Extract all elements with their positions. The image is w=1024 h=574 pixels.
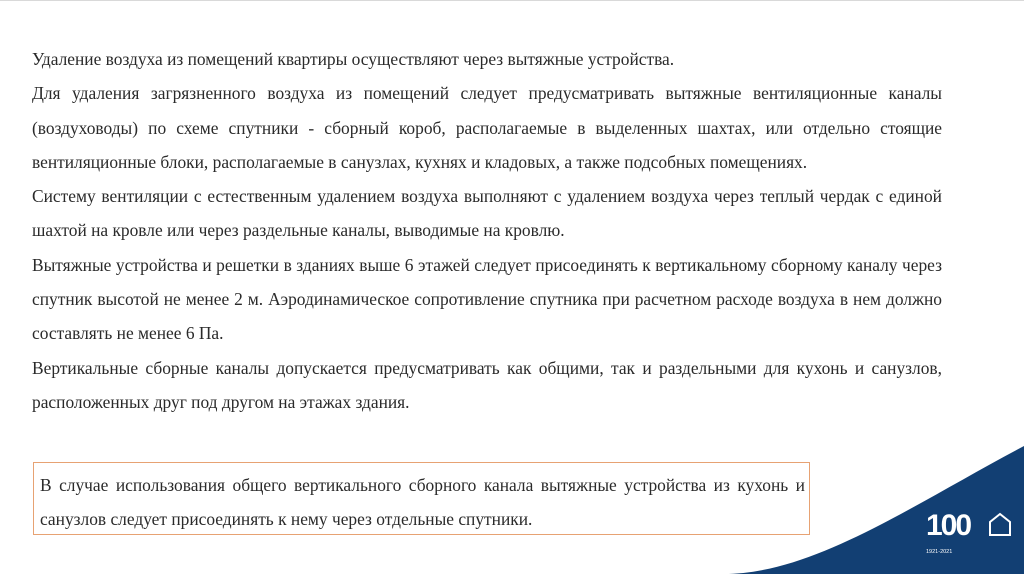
callout-text: В случае использования общего вертикального сборного канала вытяжные устройства из кухонь и санузлов следует присоединять к нему через отдельные спутники. xyxy=(40,475,805,530)
house-icon xyxy=(990,514,1010,535)
top-divider xyxy=(0,0,1024,1)
paragraph-2: Для удаления загрязненного воздуха из помещений следует предусматривать вытяжные вентиляционные каналы (воздуховоды) по схеме спутники - сборный короб, располагаемые в выделенных шахтах, или отдельно стоящие вентиляционные блоки, располагаемые в санузлах, кухнях и кладовых, а также подсобных помещениях. xyxy=(32,83,942,172)
paragraph-4: Вытяжные устройства и решетки в зданиях выше 6 этажей следует присоединять к вертикальному сборному каналу через спутник высотой не менее 2 м. Аэродинамическое сопротивление спутника при расчетном расходе воздуха в нем должно составлять не менее 6 Па. xyxy=(32,254,942,344)
paragraph-1: Удаление воздуха из помещений квартиры осуществляют через вытяжные устройства. xyxy=(32,49,675,69)
paragraph-3: Систему вентиляции с естественным удалением воздуха выполняют с удалением воздуха через теплый чердак с единой шахтой на кровле или через раздельные каналы, выводимые на кровлю. xyxy=(32,186,942,241)
callout-box xyxy=(33,462,810,535)
logo-number: 100 xyxy=(926,509,971,542)
body-text xyxy=(32,42,942,419)
logo-years: 1921-2021 xyxy=(926,549,953,555)
paragraph-5: Вертикальные сборные каналы допускается предусматривать как общими, так и раздельными для кухонь и санузлов, расположенных друг под другом на этажах здания. xyxy=(32,357,942,412)
anniversary-logo xyxy=(926,505,1018,555)
